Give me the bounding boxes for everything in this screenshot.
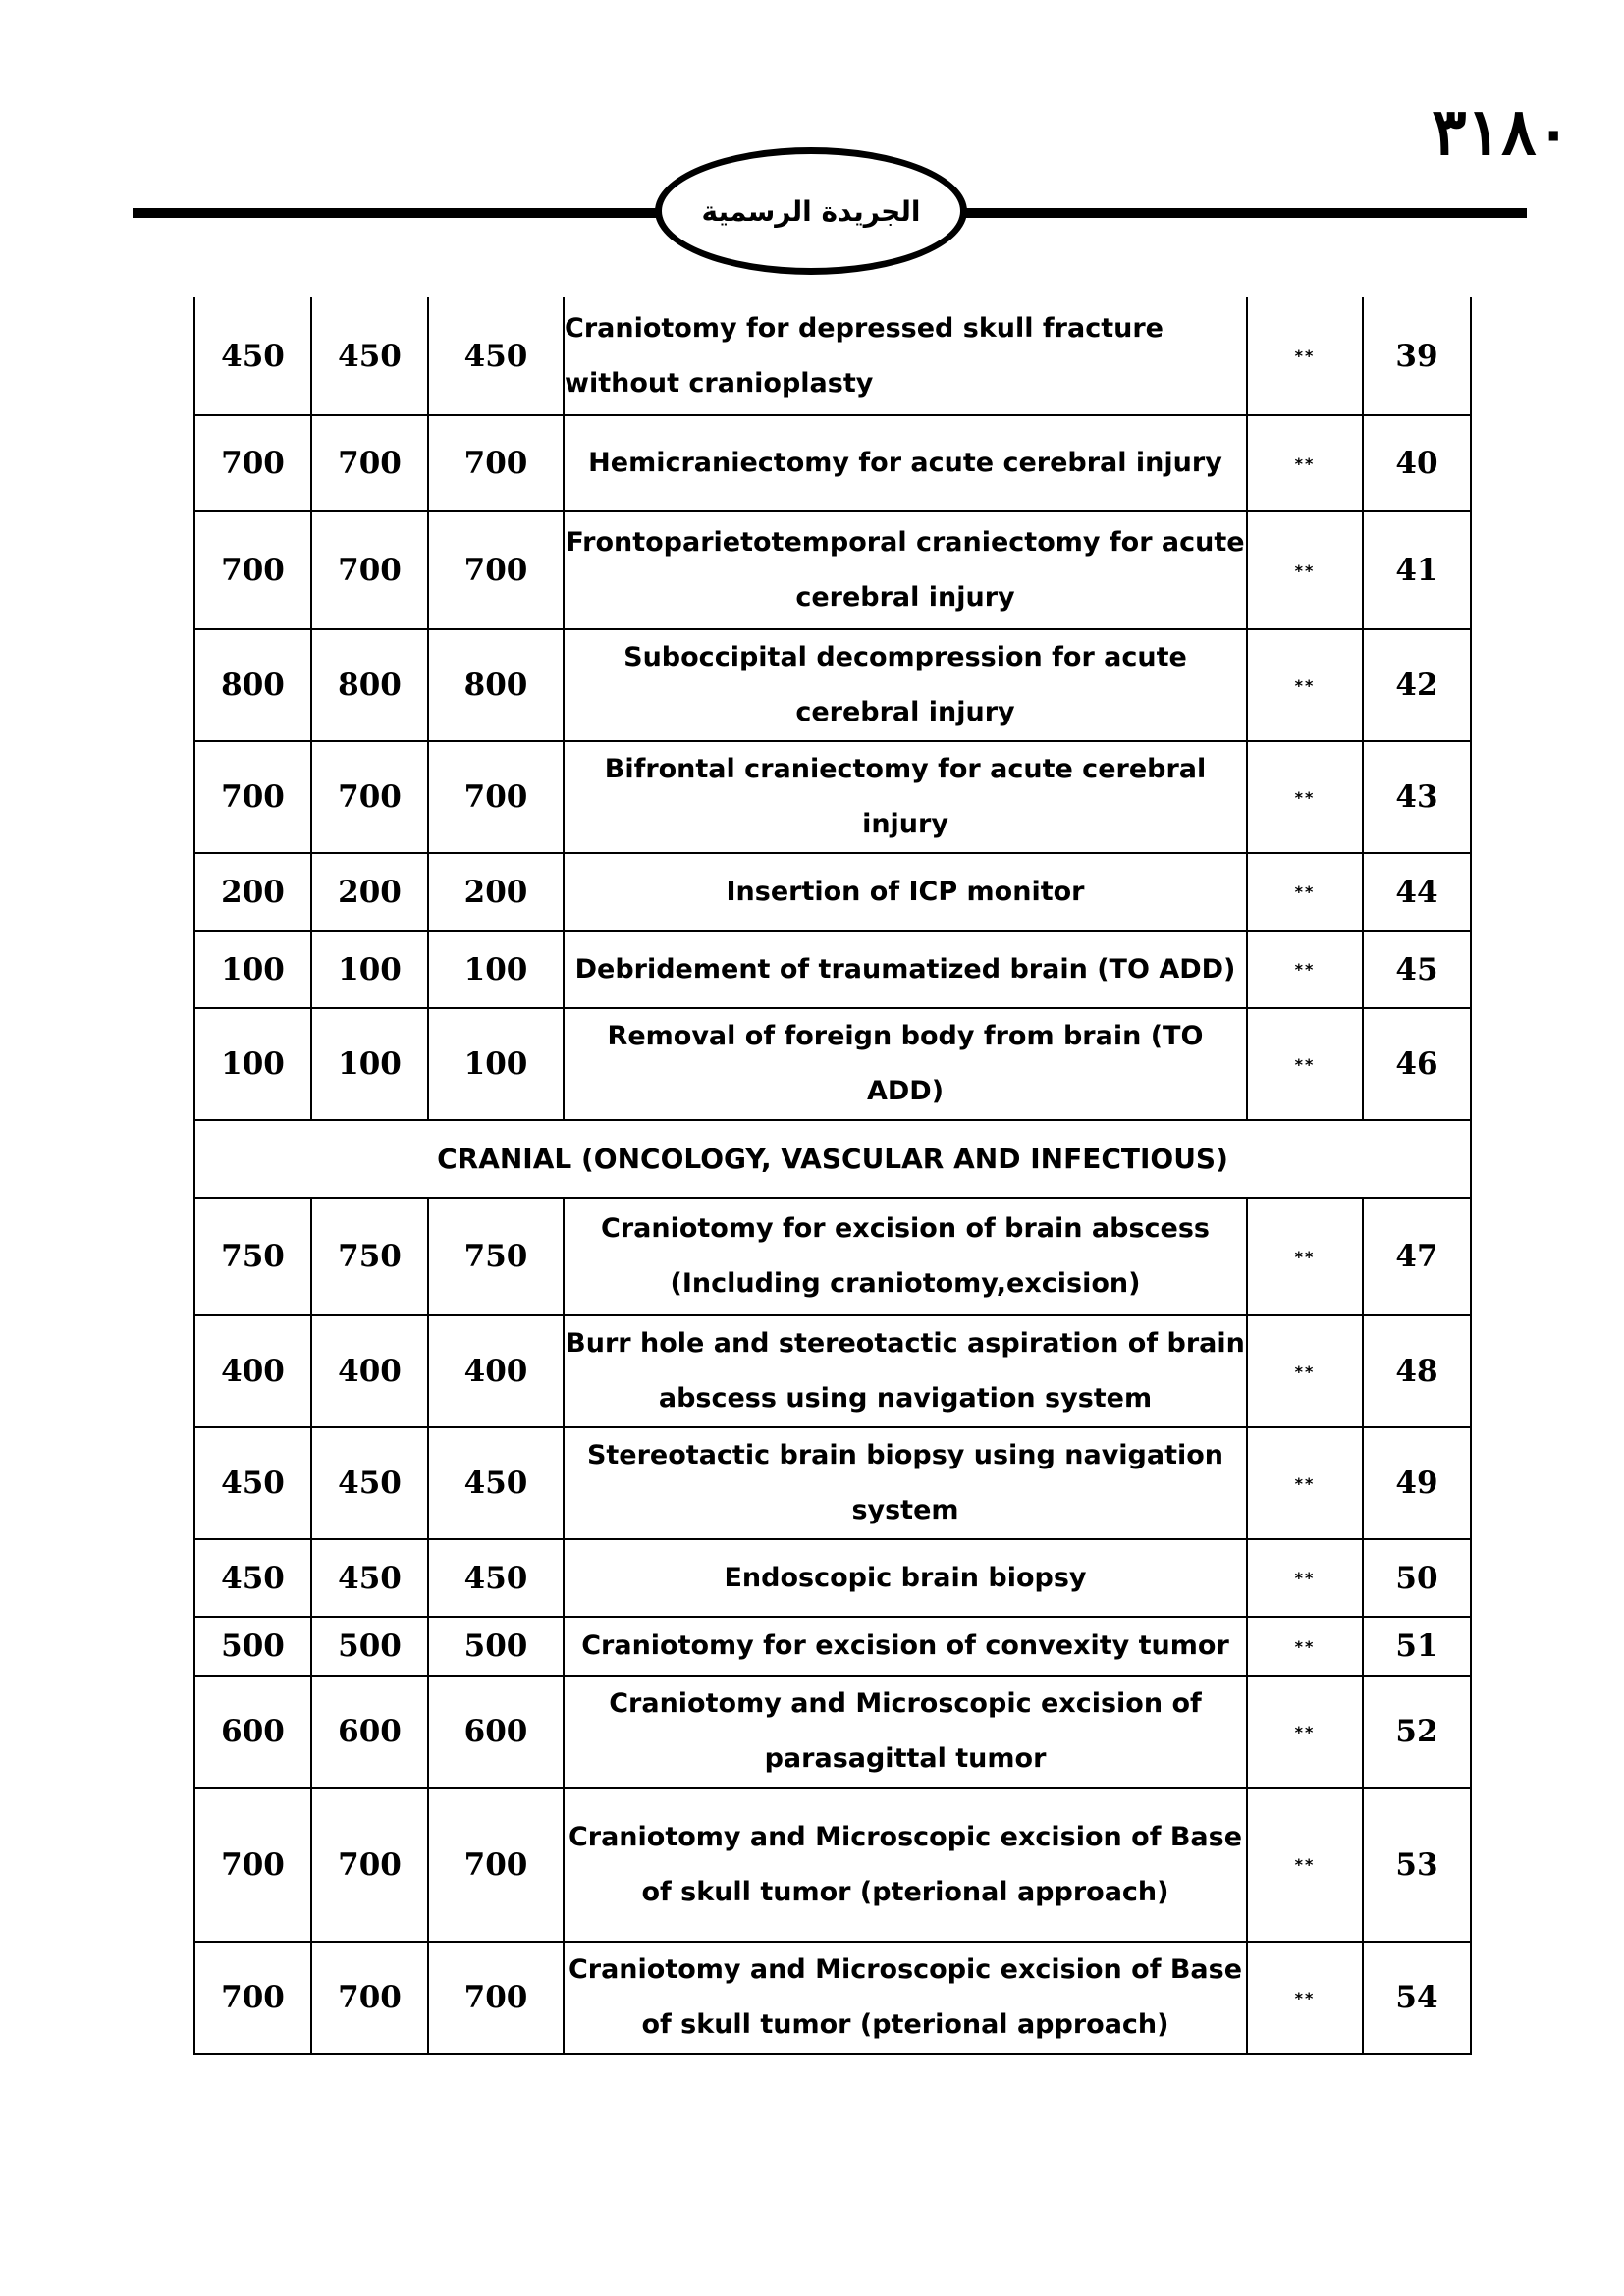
fee-cell: 400 (428, 1315, 564, 1427)
mark-cell: ** (1247, 1617, 1363, 1676)
procedure-description: Craniotomy for depressed skull fracture without cranioplasty (564, 297, 1247, 415)
page-number: ٣١٨٠ (1432, 93, 1571, 170)
table-row (194, 1315, 1471, 1427)
row-number: 51 (1363, 1617, 1471, 1676)
table-row (194, 1539, 1471, 1617)
table-row (194, 415, 1471, 511)
fee-cell: 700 (194, 1788, 311, 1942)
fee-cell: 450 (311, 297, 428, 415)
fee-cell: 400 (311, 1315, 428, 1427)
mark-cell: ** (1247, 741, 1363, 853)
procedure-description: Craniotomy for excision of brain abscess (Including craniotomy,excision) (564, 1198, 1247, 1315)
fee-cell: 450 (194, 1539, 311, 1617)
mark-cell: ** (1247, 931, 1363, 1008)
procedure-description: Frontoparietotemporal craniectomy for acute cerebral injury (564, 511, 1247, 629)
procedure-description: Craniotomy and Microscopic excision of Base of skull tumor (pterional approach) (564, 1942, 1247, 2054)
fee-cell: 800 (428, 629, 564, 741)
mark-cell: ** (1247, 629, 1363, 741)
procedure-description: Craniotomy for excision of convexity tumor (564, 1617, 1247, 1676)
mark-cell: ** (1247, 1008, 1363, 1120)
fee-cell: 700 (194, 741, 311, 853)
section-heading: CRANIAL (ONCOLOGY, VASCULAR AND INFECTIOUS) (194, 1120, 1471, 1198)
fee-cell: 700 (428, 741, 564, 853)
fee-cell: 500 (311, 1617, 428, 1676)
fee-cell: 450 (311, 1539, 428, 1617)
row-number: 44 (1363, 853, 1471, 931)
procedure-description: Debridement of traumatized brain (TO ADD) (564, 931, 1247, 1008)
mark-cell: ** (1247, 415, 1363, 511)
row-number: 46 (1363, 1008, 1471, 1120)
fee-cell: 700 (428, 511, 564, 629)
fee-cell: 100 (311, 931, 428, 1008)
fee-cell: 200 (311, 853, 428, 931)
table-row (194, 931, 1471, 1008)
table-row (194, 1008, 1471, 1120)
fee-cell: 800 (311, 629, 428, 741)
procedure-description: Hemicraniectomy for acute cerebral injury (564, 415, 1247, 511)
table-row (194, 1788, 1471, 1942)
table-row (194, 1198, 1471, 1315)
row-number: 41 (1363, 511, 1471, 629)
mark-cell: ** (1247, 1539, 1363, 1617)
fee-cell: 450 (311, 1427, 428, 1539)
mark-cell: ** (1247, 853, 1363, 931)
row-number: 47 (1363, 1198, 1471, 1315)
fee-cell: 100 (428, 931, 564, 1008)
row-number: 53 (1363, 1788, 1471, 1942)
fee-cell: 600 (428, 1676, 564, 1788)
row-number: 49 (1363, 1427, 1471, 1539)
row-number: 43 (1363, 741, 1471, 853)
procedure-description: Suboccipital decompression for acute cerebral injury (564, 629, 1247, 741)
row-number: 54 (1363, 1942, 1471, 2054)
fee-cell: 500 (194, 1617, 311, 1676)
gazette-title: الجريدة الرسمية (701, 194, 921, 228)
table-row (194, 629, 1471, 741)
table-row (194, 1427, 1471, 1539)
fee-cell: 450 (194, 1427, 311, 1539)
mark-cell: ** (1247, 1198, 1363, 1315)
row-number: 50 (1363, 1539, 1471, 1617)
table-row (194, 511, 1471, 629)
row-number: 40 (1363, 415, 1471, 511)
fee-cell: 700 (311, 1788, 428, 1942)
fee-cell: 450 (428, 1539, 564, 1617)
fee-cell: 750 (194, 1198, 311, 1315)
mark-cell: ** (1247, 1942, 1363, 2054)
fee-cell: 800 (194, 629, 311, 741)
procedure-description: Removal of foreign body from brain (TO ADD) (564, 1008, 1247, 1120)
row-number: 42 (1363, 629, 1471, 741)
fee-cell: 750 (428, 1198, 564, 1315)
fee-cell: 700 (311, 415, 428, 511)
mark-cell: ** (1247, 511, 1363, 629)
mark-cell: ** (1247, 297, 1363, 415)
fee-cell: 750 (311, 1198, 428, 1315)
procedure-description: Bifrontal craniectomy for acute cerebral injury (564, 741, 1247, 853)
fee-cell: 700 (428, 1788, 564, 1942)
table-row (194, 853, 1471, 931)
fee-cell: 100 (311, 1008, 428, 1120)
mark-cell: ** (1247, 1315, 1363, 1427)
procedure-description: Stereotactic brain biopsy using navigation system (564, 1427, 1247, 1539)
fee-table (193, 297, 1472, 2055)
fee-cell: 450 (428, 297, 564, 415)
fee-cell: 700 (311, 1942, 428, 2054)
table-row (194, 1942, 1471, 2054)
fee-cell: 100 (194, 931, 311, 1008)
procedure-description: Insertion of ICP monitor (564, 853, 1247, 931)
row-number: 52 (1363, 1676, 1471, 1788)
procedure-description: Craniotomy and Microscopic excision of Base of skull tumor (pterional approach) (564, 1788, 1247, 1942)
fee-cell: 700 (194, 511, 311, 629)
fee-cell: 100 (194, 1008, 311, 1120)
fee-cell: 450 (428, 1427, 564, 1539)
row-number: 45 (1363, 931, 1471, 1008)
fee-cell: 600 (311, 1676, 428, 1788)
table-row (194, 297, 1471, 415)
mark-cell: ** (1247, 1427, 1363, 1539)
procedure-description: Craniotomy and Microscopic excision of parasagittal tumor (564, 1676, 1247, 1788)
fee-cell: 700 (428, 415, 564, 511)
fee-cell: 700 (311, 741, 428, 853)
table-row (194, 741, 1471, 853)
procedure-description: Endoscopic brain biopsy (564, 1539, 1247, 1617)
mark-cell: ** (1247, 1788, 1363, 1942)
fee-cell: 700 (194, 1942, 311, 2054)
fee-cell: 400 (194, 1315, 311, 1427)
fee-cell: 100 (428, 1008, 564, 1120)
fee-cell: 700 (194, 415, 311, 511)
row-number: 48 (1363, 1315, 1471, 1427)
table-row (194, 1676, 1471, 1788)
fee-cell: 200 (194, 853, 311, 931)
fee-cell: 700 (311, 511, 428, 629)
procedure-description: Burr hole and stereotactic aspiration of brain abscess using navigation system (564, 1315, 1247, 1427)
section-row (194, 1120, 1471, 1198)
fee-cell: 700 (428, 1942, 564, 2054)
fee-cell: 600 (194, 1676, 311, 1788)
row-number: 39 (1363, 297, 1471, 415)
table-row (194, 1617, 1471, 1676)
mark-cell: ** (1247, 1676, 1363, 1788)
fee-cell: 200 (428, 853, 564, 931)
fee-cell: 450 (194, 297, 311, 415)
gazette-title-oval (655, 147, 967, 275)
fee-cell: 500 (428, 1617, 564, 1676)
